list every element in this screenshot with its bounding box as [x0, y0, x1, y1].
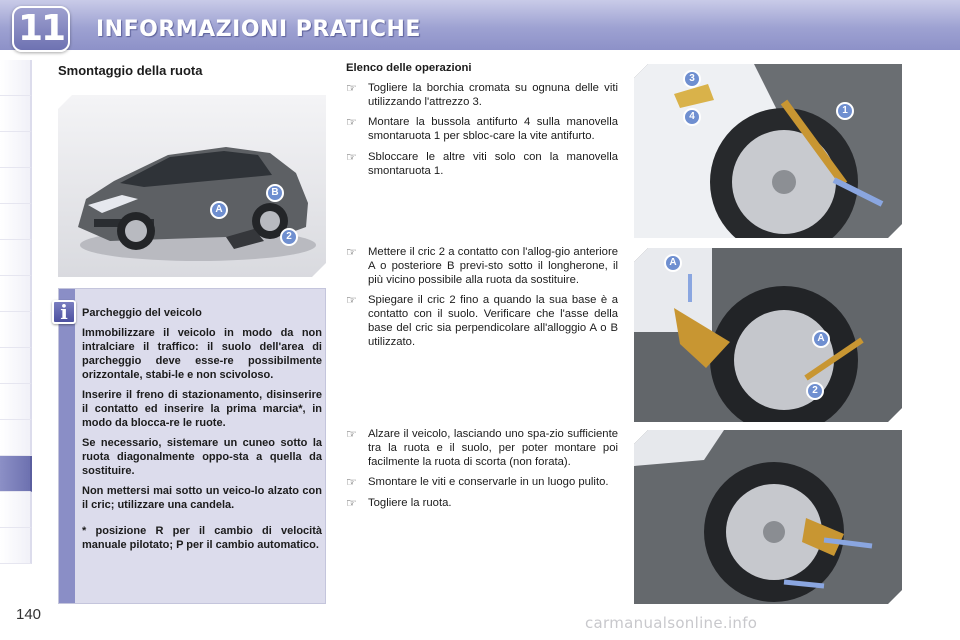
marker-label: 1	[842, 105, 848, 116]
operation-step: ☞ Montare la bussola antifurto 4 sulla manovella smontaruota 1 per sbloc-care la vite antifurto.	[346, 116, 618, 144]
operation-step: ☞ Spiegare il cric 2 fino a quando la sua base è a contatto con il suolo. Verificare che l'asse della base del cric sia perpendicolare all'alloggio A o B utilizzato.	[346, 294, 618, 349]
marker-label: 2	[812, 385, 818, 396]
marker-label: B	[271, 187, 279, 198]
info-paragraph: Non mettersi mai sotto un veico-lo alzato con il cric; utilizzare una candela.	[82, 484, 322, 511]
side-tab[interactable]	[0, 276, 32, 312]
wheel-removal-illustration	[634, 430, 902, 604]
chapter-title: INFORMAZIONI PRATICHE	[96, 17, 421, 42]
watermark: carmanualsonline.info	[585, 614, 758, 632]
marker-label: A	[669, 257, 677, 268]
chapter-side-tabs	[0, 60, 32, 564]
chapter-header	[0, 0, 960, 50]
marker-label: 3	[689, 73, 695, 84]
operations-list-3	[346, 428, 618, 518]
marker-b-car	[266, 184, 284, 202]
operation-step: ☞ Smontare le viti e conservarle in un luogo pulito.	[346, 476, 618, 490]
side-tab[interactable]	[0, 168, 32, 204]
info-box-title: Parcheggio del veicolo	[82, 307, 202, 319]
operations-list-2	[346, 246, 618, 356]
side-tab[interactable]	[0, 96, 32, 132]
page-number: 140	[16, 606, 42, 623]
marker-4-photo	[683, 108, 701, 126]
operation-step: ☞ Togliere la borchia cromata su ognuna delle viti utilizzando l'attrezzo 3.	[346, 82, 618, 110]
info-box-content	[82, 307, 322, 559]
side-tab[interactable]	[0, 132, 32, 168]
info-paragraph: Inserire il freno di stazionamento, disinserire il contatto ed inserire la prima marcia*, in modo da blocca-re le ruote.	[82, 388, 322, 429]
marker-label: A	[817, 333, 825, 344]
marker-label: A	[215, 204, 223, 215]
operation-step: ☞ Sbloccare le altre viti solo con la manovella smontaruota 1.	[346, 151, 618, 179]
side-tab[interactable]	[0, 528, 32, 564]
side-tab-active[interactable]	[0, 456, 32, 492]
side-tab[interactable]	[0, 492, 32, 528]
operation-step: ☞ Alzare il veicolo, lasciando uno spa-zio sufficiente tra la ruota e il suolo, per poter montare poi facilmente la ruota di scorta (non forata).	[346, 428, 618, 469]
info-box-stripe	[59, 289, 75, 603]
marker-1-photo	[836, 102, 854, 120]
marker-2-car	[280, 228, 298, 246]
jack-illustration	[634, 248, 902, 422]
marker-a-car	[210, 201, 228, 219]
marker-a-photo	[812, 330, 830, 348]
operations-list-1	[346, 82, 618, 179]
side-tab[interactable]	[0, 420, 32, 456]
wheel-bolts-illustration	[634, 64, 902, 238]
side-tab[interactable]	[0, 348, 32, 384]
marker-2-photo	[806, 382, 824, 400]
info-icon: i	[52, 300, 76, 324]
info-footnote: * posizione R per il cambio di velocità manuale pilotato; P per il cambio automatico.	[82, 524, 322, 551]
marker-3-photo	[683, 70, 701, 88]
marker-label: 2	[286, 231, 292, 242]
marker-label: 4	[689, 111, 695, 122]
operation-step: ☞ Togliere la ruota.	[346, 497, 618, 511]
side-tab[interactable]	[0, 204, 32, 240]
section-title: Smontaggio della ruota	[58, 63, 203, 78]
side-tab[interactable]	[0, 60, 32, 96]
marker-a-photo-top	[664, 254, 682, 272]
operations-title: Elenco delle operazioni	[346, 62, 472, 74]
info-paragraph: Immobilizzare il veicolo in modo da non intralciare il traffico: il suolo dell'area di parcheggio deve esse-re possibilmente orizzontale, stabi-le e non scivoloso.	[82, 326, 322, 381]
side-tab[interactable]	[0, 384, 32, 420]
chapter-number-badge: 11	[12, 6, 70, 52]
operations-section	[346, 62, 618, 185]
info-paragraph: Se necessario, sistemare un cuneo sotto la ruota diagonalmente oppo-sta a quella da sostituire.	[82, 436, 322, 477]
side-tab[interactable]	[0, 240, 32, 276]
side-tab[interactable]	[0, 312, 32, 348]
car-illustration	[58, 95, 326, 277]
operation-step: ☞ Mettere il cric 2 a contatto con l'allog-gio anteriore A o posteriore B previ-sto sotto il longherone, il più vicino possibile alla ruota da sostituire.	[346, 246, 618, 287]
